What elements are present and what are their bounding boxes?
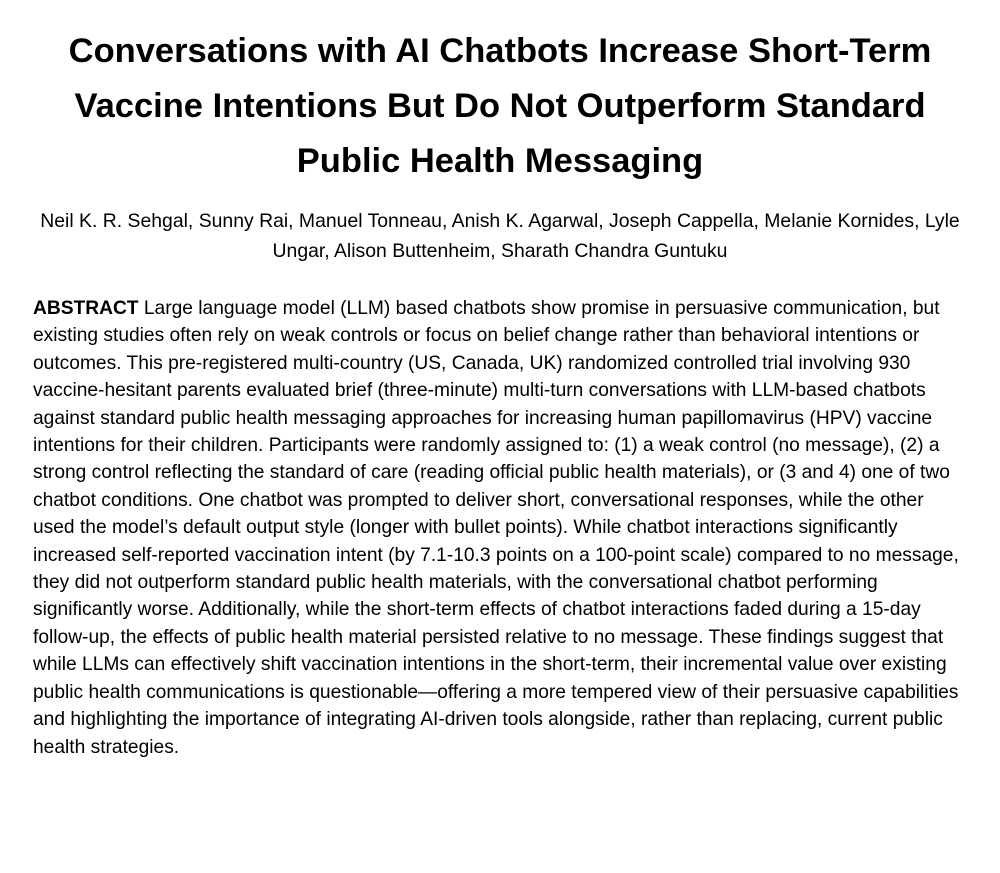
abstract-text: Large language model (LLM) based chatbots show promise in persuasive communication, but existing studies often rely on weak controls or focus on belief change rather than behavioral intentions or outcomes. This pre-registered multi-country (US, Canada, UK) randomized controlled trial involving 930 vaccine-hesitant parents evaluated brief (three-minute) multi-turn conversations with LLM-based chatbots against standard public health messaging approaches for increasing human papillomavirus (HPV) vaccine intentions for their children. Participants were randomly assigned to: (1) a weak control (no message), (2) a strong control reflecting the standard of care (reading official public health materials), or (3 and 4) one of two chatbot conditions. One chatbot was prompted to deliver short, conversational responses, while the other used the model’s default output style (longer with bullet points). While chatbot interactions significantly increased self-reported vaccination intent (by 7.1-10.3 points on a 100-point scale) compared to no message, they did not outperform standard public health materials, with the conversational chatbot performing significantly worse. Additionally, while the short-term effects of chatbot interactions faded during a 15-day follow-up, the effects of public health material persisted relative to no message. These findings suggest that while LLMs can effectively shift vaccination intentions in the short-term, their incremental value over existing public health communications is questionable—offering a more tempered view of their persuasive capabilities and highlighting the importance of integrating AI-driven tools alongside, rather than replacing, current public health strategies. <box>33 298 959 758</box>
author-list: Neil K. R. Sehgal, Sunny Rai, Manuel Tonneau, Anish K. Agarwal, Joseph Cappella, Melanie Kornides, Lyle Ungar, Alison Buttenheim, Sharath Chandra Guntuku <box>40 210 960 262</box>
abstract-label: ABSTRACT <box>33 298 139 319</box>
abstract-paragraph <box>33 295 969 761</box>
paper-title: Conversations with AI Chatbots Increase Short-Term Vaccine Intentions But Do Not Outperform Standard Public Health Messaging <box>68 32 932 180</box>
